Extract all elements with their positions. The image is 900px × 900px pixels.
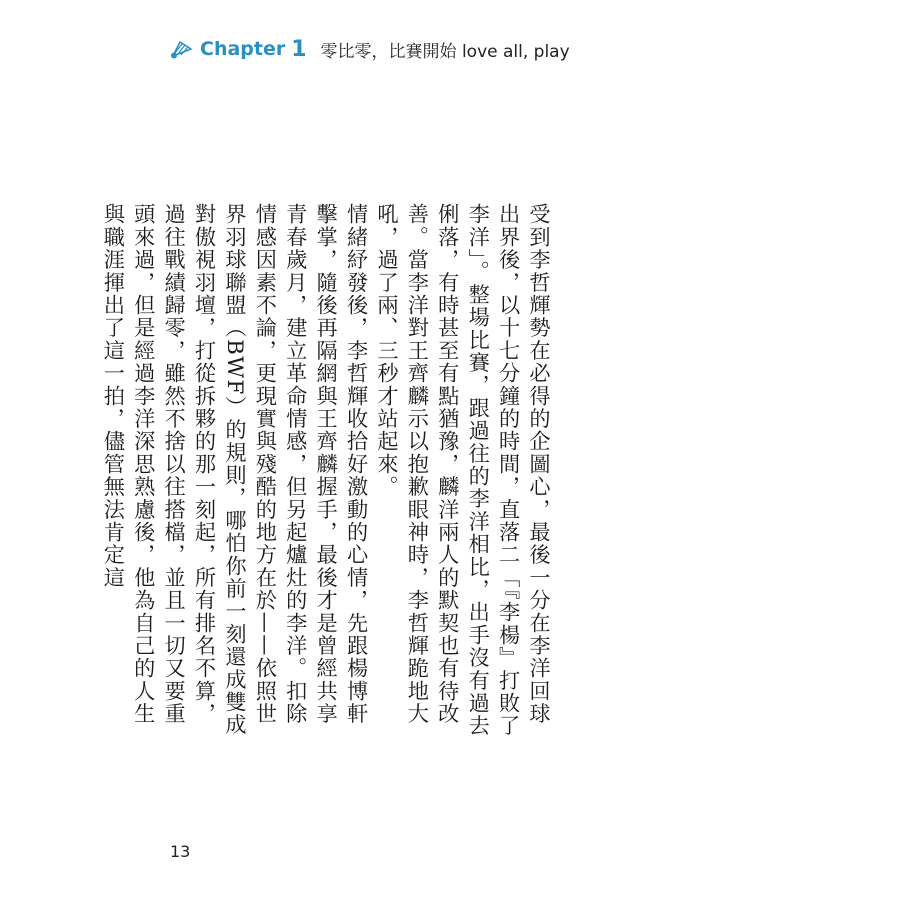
chapter-number: 1 [291,36,307,62]
chapter-header [170,34,570,64]
paragraph: 受到李哲輝勢在必得的企圖心，最後一分在李洋回球出界後，以十七分鐘的時間，直落二「『李楊』打敗了李洋」。整場比賽，跟過往的李洋相比，出手沒有過去俐落，有時甚至有點猶豫，麟洋兩人的默契也有待改善。當李洋對王齊麟示以抱歉眼神時，李哲輝跪地大吼，過了兩、三秒才站起來。 [374,203,552,738]
shuttlecock-icon [170,39,194,59]
page-number: 13 [170,842,191,861]
chapter-title: 零比零，比賽開始 love all, play [320,41,570,62]
paragraph: 情緒紓發後，李哲輝收拾好激動的心情，先跟楊博軒擊掌，隨後再隔網與王齊麟握手，最後才是曾經共享青春歲月，建立革命情感，但另起爐灶的李洋。扣除情感因素不論，更現實與殘酷的地方在於——依照世界羽球聯盟（BWF）的規則，哪怕你前一刻還成雙成對傲視羽壇，打從拆夥的那一刻起，所有排名不算，過往戰績歸零，雖然不捨以往搭檔，並且一切又要重頭來過，但是經過李洋深思熟慮後，他為自己的人生與職涯揮出了這一拍，儘管無法肯定這 [101,203,370,737]
vertical-body-text [101,203,554,743]
chapter-label: Chapter [200,38,286,60]
